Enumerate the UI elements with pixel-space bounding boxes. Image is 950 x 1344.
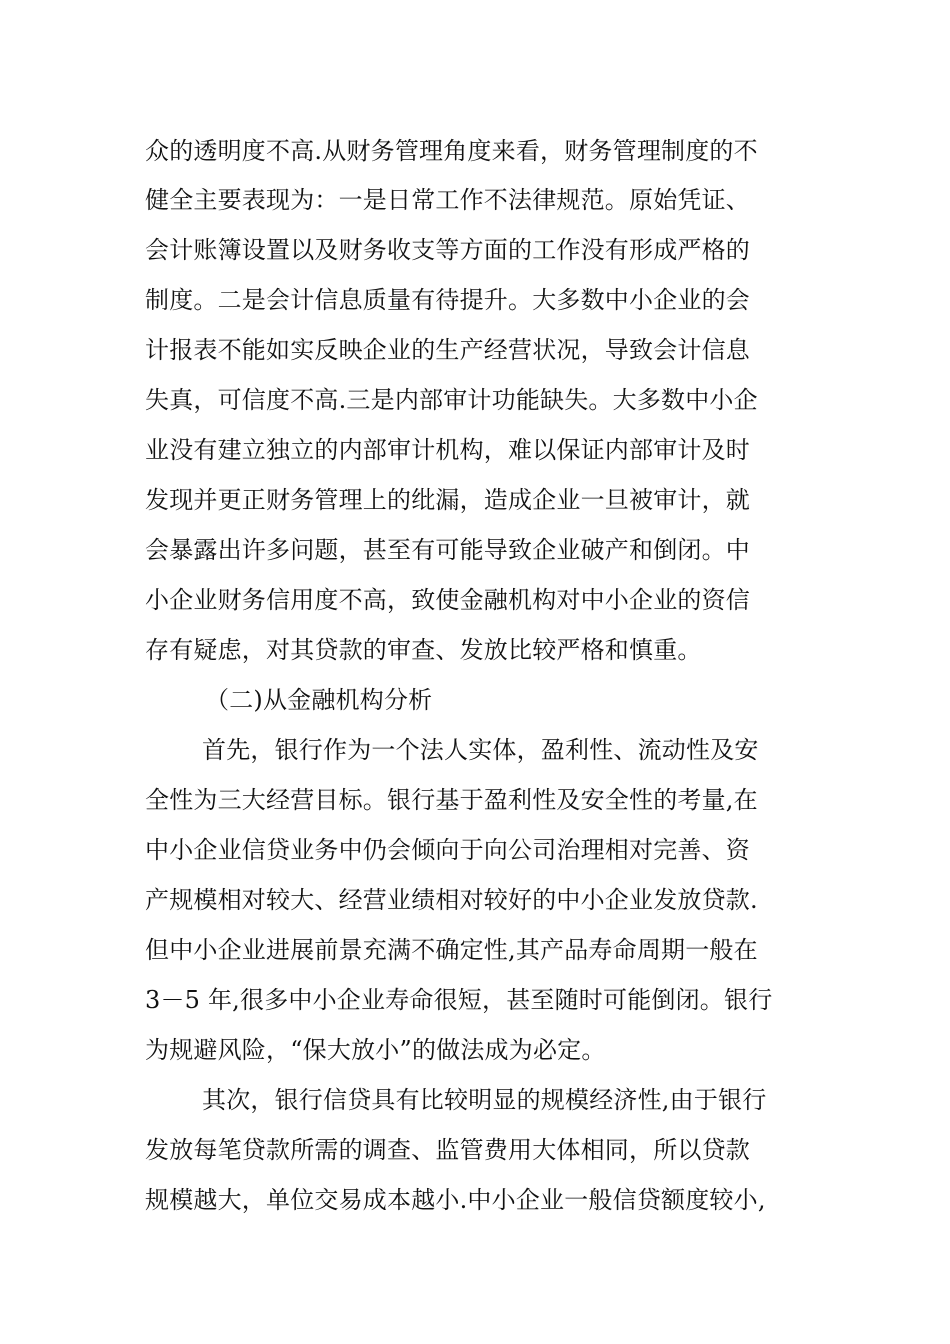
text-line: 产规模相对较大、经营业绩相对较好的中小企业发放贷款. xyxy=(145,886,758,914)
text-line: 首先，银行作为一个法人实体，盈利性、流动性及安 xyxy=(202,736,759,764)
section-heading: （二)从金融机构分析 xyxy=(205,686,433,714)
text-line: 发放每笔贷款所需的调查、监管费用大体相同，所以贷款 xyxy=(145,1136,750,1164)
text-line: 失真，可信度不高.三是内部审计功能缺失。大多数中小企 xyxy=(145,386,758,414)
text-line: 但中小企业进展前景充满不确定性,其产品寿命周期一般在 xyxy=(145,936,758,964)
text-line: 全性为三大经营目标。银行基于盈利性及安全性的考量,在 xyxy=(145,786,758,814)
text-line: 中小企业信贷业务中仍会倾向于向公司治理相对完善、资 xyxy=(145,836,750,864)
text-line: 存有疑虑，对其贷款的审查、发放比较严格和慎重。 xyxy=(145,636,702,664)
text-line: 计报表不能如实反映企业的生产经营状况，导致会计信息 xyxy=(145,336,750,364)
text-line: 3－5 年,很多中小企业寿命很短，甚至随时可能倒闭。银行 xyxy=(145,986,773,1014)
text-line: 会暴露出许多问题，甚至有可能导致企业破产和倒闭。中 xyxy=(145,536,750,564)
text-line: 众的透明度不高.从财务管理角度来看，财务管理制度的不 xyxy=(145,137,758,165)
text-line: 健全主要表现为：一是日常工作不法律规范。原始凭证、 xyxy=(145,186,750,214)
text-line: 会计账簿设置以及财务收支等方面的工作没有形成严格的 xyxy=(145,236,750,264)
text-line: 制度。二是会计信息质量有待提升。大多数中小企业的会 xyxy=(145,286,750,314)
text-line: 规模越大，单位交易成本越小.中小企业一般信贷额度较小, xyxy=(145,1186,766,1214)
text-line: 发现并更正财务管理上的纰漏，造成企业一旦被审计，就 xyxy=(145,486,750,514)
text-line: 业没有建立独立的内部审计机构，难以保证内部审计及时 xyxy=(145,436,750,464)
text-line: 为规避风险，“保大放小”的做法成为必定。 xyxy=(145,1036,606,1064)
text-line: 其次，银行信贷具有比较明显的规模经济性,由于银行 xyxy=(202,1086,767,1114)
text-line: 小企业财务信用度不高，致使金融机构对中小企业的资信 xyxy=(145,586,750,614)
